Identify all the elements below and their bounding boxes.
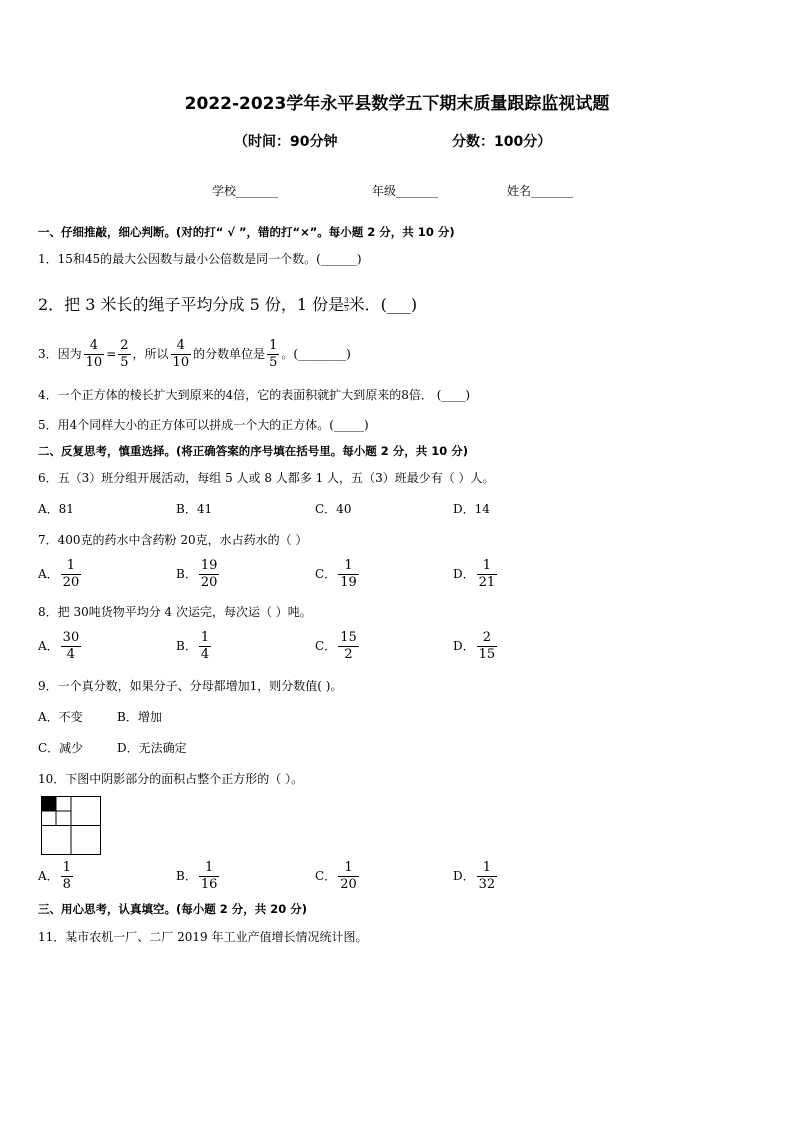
q6-option-a: A．81: [38, 502, 74, 516]
section-1-heading: 一、仔细推敲，细心判断。(对的打“ √ ”，错的打“×”。每小题 2 分，共 10 分): [38, 225, 455, 239]
section-2-heading: 二、反复思考，慎重选择。(将正确答案的序号填在括号里。每小题 2 分，共 10 分): [38, 444, 469, 458]
q7-option-a: A． $\frac{1}{20}$: [38, 558, 80, 590]
question-1: 1．15和45的最大公因数与最小公倍数是同一个数。(______): [38, 252, 362, 266]
square-grid-figure: [41, 796, 101, 855]
q7-option-d: D． $\frac{1}{21}$: [453, 558, 496, 590]
q8-option-b: B． $\frac{1}{4}$: [176, 630, 210, 662]
question-11: 11．某市农机一厂、二厂 2019 年工业产值增长情况统计图。: [38, 930, 368, 944]
q6-option-b: B．41: [176, 502, 213, 516]
q10-option-b: B． $\frac{1}{16}$: [176, 860, 218, 892]
question-2-text: 2．把 3 米长的绳子平均分成 5 份，1 份是: [38, 295, 345, 314]
grade-field: 年级_______: [372, 184, 439, 198]
question-6: 6．五（3）班分组开展活动，每组 5 人或 8 人都多 1 人，五（3）班最少有（ ）人。: [38, 471, 495, 485]
q9-option-a: A．不变: [38, 710, 83, 724]
q8-option-a: A． $\frac{30}{4}$: [38, 630, 80, 662]
question-3: 3．因为 $\frac{4}{10}$ = $\frac{2}{5}$ ，所以 $\frac{4}{10}$ 的分数单位是 $\frac{1}{5}$ 。(________): [38, 338, 351, 370]
q7-option-b: B． $\frac{19}{20}$: [176, 558, 218, 590]
question-7: 7．400克的药水中含药粉 20克，水占药水的（ ）: [38, 533, 308, 547]
q8-option-d: D． $\frac{2}{15}$: [453, 630, 496, 662]
fraction: $\frac{2}{5}$: [120, 338, 129, 370]
question-8: 8．把 30吨货物平均分 4 次运完，每次运（ ）吨。: [38, 605, 312, 619]
q6-option-d: D．14: [453, 502, 490, 516]
question-4: 4．一个正方体的棱长扩大到原来的4倍，它的表面积就扩大到原来的8倍． (____): [38, 388, 471, 402]
q7-option-c: C． $\frac{1}{19}$: [315, 558, 357, 590]
section-3-heading: 三、用心思考，认真填空。(每小题 2 分，共 20 分): [38, 902, 308, 916]
shaded-cell: [42, 797, 56, 811]
fraction: $\frac{4}{10}$: [172, 338, 190, 370]
q10-option-a: A． $\frac{1}{8}$: [38, 860, 71, 892]
fraction: $\frac{1}{5}$: [269, 338, 278, 370]
question-9: 9．一个真分数，如果分子、分母都增加1，则分数值( )。: [38, 679, 343, 693]
question-2-tail: 米．(___): [348, 295, 418, 314]
question-5: 5．用4个同样大小的正方体可以拼成一个大的正方体。(_____): [38, 418, 369, 432]
q10-option-d: D． $\frac{1}{32}$: [453, 860, 496, 892]
name-field: 姓名_______: [507, 184, 574, 198]
page-title: 2022-2023学年永平县数学五下期末质量跟踪监视试题: [184, 94, 610, 114]
question-2-fraction: $\frac{3}{5}$: [344, 297, 349, 313]
q9-option-c: C．减少: [38, 741, 84, 755]
q10-option-c: C． $\frac{1}{20}$: [315, 860, 357, 892]
question-10: 10．下图中阴影部分的面积占整个正方形的（ ）。: [38, 772, 304, 786]
fraction: $\frac{4}{10}$: [85, 338, 103, 370]
q6-option-c: C．40: [315, 502, 352, 516]
q9-option-b: B．增加: [117, 710, 162, 724]
question-2: [38, 292, 417, 315]
exam-time: （时间：90分钟: [234, 134, 338, 150]
school-field: 学校_______: [212, 184, 279, 198]
exam-score: 分数：100分）: [452, 134, 552, 150]
q8-option-c: C． $\frac{15}{2}$: [315, 630, 357, 662]
q9-option-d: D．无法确定: [117, 741, 187, 755]
